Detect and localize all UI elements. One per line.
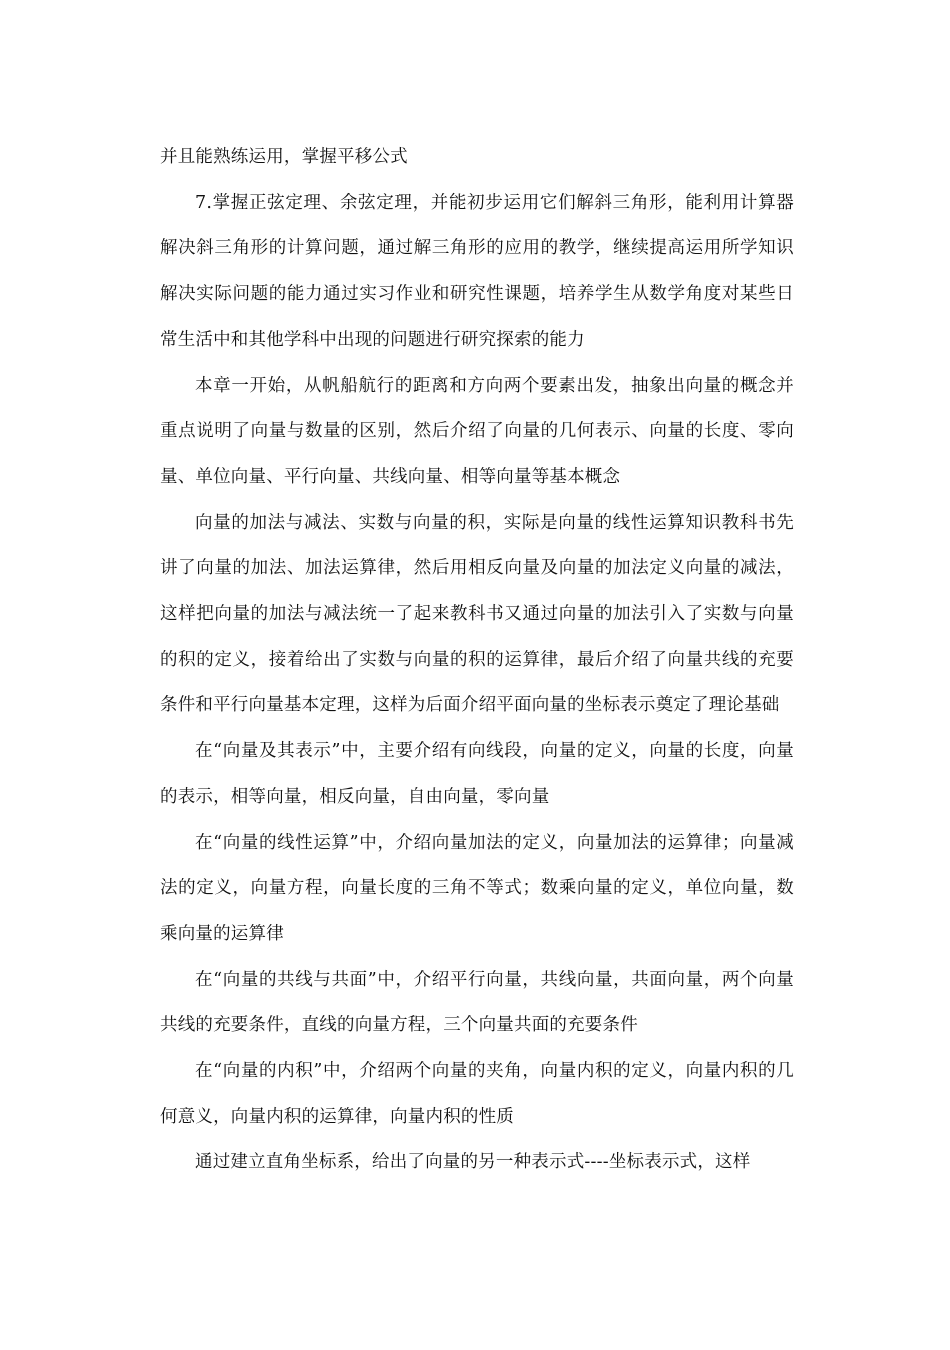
paragraph-collinear-coplanar: 在“向量的共线与共面”中，介绍平行向量，共线向量，共面向量，两个向量共线的充要条件，直线的向量方程，三个向量共面的充要条件 [160, 969, 794, 1036]
paragraph-chapter-intro: 本章一开始，从帆船航行的距离和方向两个要素出发，抽象出向量的概念并重点说明了向量与数量的区别，然后介绍了向量的几何表示、向量的长度、零向量、单位向量、平行向量、共线向量、相等向量等基本概念 [160, 375, 794, 487]
paragraph-vector-representation: 在“向量及其表示”中，主要介绍有向线段，向量的定义，向量的长度，向量的表示，相等向量，相反向量，自由向量，零向量 [160, 741, 794, 807]
document-body [160, 135, 794, 1186]
paragraph-continuation: 并且能熟练运用，掌握平移公式 [160, 147, 408, 167]
paragraph-vector-linear-operations: 在“向量的线性运算”中，介绍向量加法的定义，向量加法的运算律；向量减法的定义，向量方程，向量长度的三角不等式；数乘向量的定义，单位向量，数乘向量的运算律 [160, 832, 794, 944]
paragraph-item-7: 7.掌握正弦定理、余弦定理，并能初步运用它们解斜三角形，能利用计算器解决斜三角形的计算问题，通过解三角形的应用的教学，继续提高运用所学知识解决实际问题的能力通过实习作业和研究性课题，培养学生从数学角度对某些日常生活中和其他学科中出现的问题进行研究探索的能力 [160, 192, 794, 350]
paragraph-inner-product: 在“向量的内积”中，介绍两个向量的夹角，向量内积的定义，向量内积的几何意义，向量内积的运算律，向量内积的性质 [160, 1061, 794, 1127]
paragraph-linear-operations: 向量的加法与减法、实数与向量的积，实际是向量的线性运算知识教科书先讲了向量的加法、加法运算律，然后用相反向量及向量的加法定义向量的减法，这样把向量的加法与减法统一了起来教科书又通过向量的加法引入了实数与向量的积的定义，接着给出了实数与向量的积的运算律，最后介绍了向量共线的充要条件和平行向量基本定理，这样为后面介绍平面向量的坐标表示奠定了理论基础 [160, 512, 794, 716]
paragraph-coordinate-representation: 通过建立直角坐标系，给出了向量的另一种表示式----坐标表示式，这样 [195, 1152, 751, 1173]
